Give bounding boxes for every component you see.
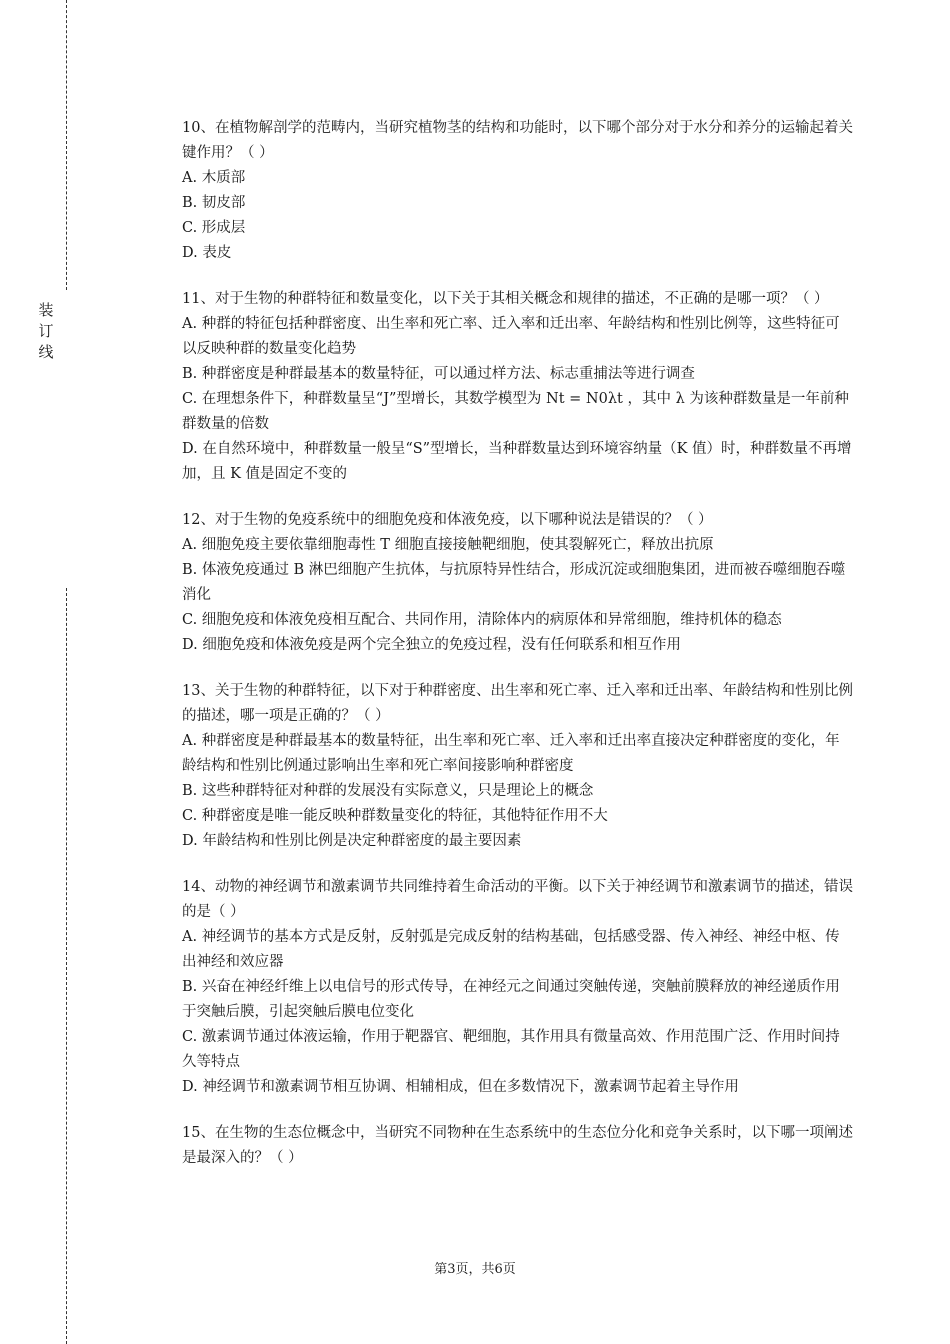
option-d: D. 神经调节和激素调节相互协调、相辅相成，但在多数情况下，激素调节起着主导作用 (182, 1079, 739, 1095)
option-c: C. 激素调节通过体液运输，作用于靶器官、靶细胞，其作用具有微量高效、作用范围广泛、作用时间持久等特点 (182, 1029, 840, 1070)
question-stem: 15、在生物的生态位概念中，当研究不同物种在生态系统中的生态位分化和竞争关系时，以下哪一项阐述是最深入的？（ ） (182, 1125, 853, 1166)
option-d: D. 细胞免疫和体液免疫是两个完全独立的免疫过程，没有任何联系和相互作用 (182, 637, 681, 653)
option-c: C. 细胞免疫和体液免疫相互配合、共同作用，清除体内的病原体和异常细胞，维持机体的稳态 (182, 612, 782, 628)
option-b: B. 兴奋在神经纤维上以电信号的形式传导，在神经元之间通过突触传递，突触前膜释放的神经递质作用于突触后膜，引起突触后膜电位变化 (182, 979, 840, 1020)
question-15 (182, 1121, 854, 1171)
question-stem: 11、对于生物的种群特征和数量变化，以下关于其相关概念和规律的描述，不正确的是哪一项？（ ） (182, 291, 829, 307)
option-a: A. 木质部 (182, 170, 246, 186)
option-b: B. 这些种群特征对种群的发展没有实际意义，只是理论上的概念 (182, 783, 594, 799)
question-stem: 10、在植物解剖学的范畴内，当研究植物茎的结构和功能时，以下哪个部分对于水分和养分的运输起着关键作用？（ ） (182, 120, 853, 161)
option-a: A. 细胞免疫主要依靠细胞毒性 T 细胞直接接触靶细胞，使其裂解死亡，释放出抗原 (182, 537, 714, 553)
question-12 (182, 508, 854, 658)
binding-char: 订 (38, 322, 54, 340)
option-a: A. 种群密度是种群最基本的数量特征，出生率和死亡率、迁入率和迁出率直接决定种群密度的变化，年龄结构和性别比例通过影响出生率和死亡率间接影响种群密度 (182, 733, 840, 774)
binding-dashed-line-bottom (66, 588, 67, 1344)
option-d: D. 表皮 (182, 245, 232, 261)
binding-char: 线 (38, 343, 54, 361)
option-d: D. 在自然环境中，种群数量一般呈“S”型增长，当种群数量达到环境容纳量（K 值）时，种群数量不再增加，且 K 值是固定不变的 (182, 441, 852, 482)
question-11 (182, 287, 854, 487)
option-b: B. 体液免疫通过 B 淋巴细胞产生抗体，与抗原特异性结合，形成沉淀或细胞集团，进而被吞噬细胞吞噬消化 (182, 562, 846, 603)
binding-label (36, 300, 56, 363)
question-14 (182, 875, 854, 1100)
page-number: 第3页，共6页 (434, 1262, 516, 1277)
question-13 (182, 679, 854, 854)
question-stem: 13、关于生物的种群特征，以下对于种群密度、出生率和死亡率、迁入率和迁出率、年龄结构和性别比例的描述，哪一项是正确的？（ ） (182, 683, 853, 724)
option-c: C. 在理想条件下，种群数量呈“J”型增长，其数学模型为 Nt = N0λt ，其中 λ 为该种群数量是一年前种群数量的倍数 (182, 391, 849, 432)
option-a: A. 种群的特征包括种群密度、出生率和死亡率、迁入率和迁出率、年龄结构和性别比例等，这些特征可以反映种群的数量变化趋势 (182, 316, 840, 357)
question-10 (182, 116, 854, 266)
question-stem: 12、对于生物的免疫系统中的细胞免疫和体液免疫，以下哪种说法是错误的？（ ） (182, 512, 713, 528)
option-a: A. 神经调节的基本方式是反射，反射弧是完成反射的结构基础，包括感受器、传入神经、神经中枢、传出神经和效应器 (182, 929, 840, 970)
option-b: B. 种群密度是种群最基本的数量特征，可以通过样方法、标志重捕法等进行调查 (182, 366, 695, 382)
option-b: B. 韧皮部 (182, 195, 246, 211)
binding-dashed-line-top (66, 0, 67, 290)
question-list (182, 116, 854, 1192)
option-c: C. 种群密度是唯一能反映种群数量变化的特征，其他特征作用不大 (182, 808, 608, 824)
option-c: C. 形成层 (182, 220, 246, 236)
binding-char: 装 (38, 301, 54, 319)
option-d: D. 年龄结构和性别比例是决定种群密度的最主要因素 (182, 833, 522, 849)
question-stem: 14、动物的神经调节和激素调节共同维持着生命活动的平衡。以下关于神经调节和激素调节的描述，错误的是（ ） (182, 879, 853, 920)
